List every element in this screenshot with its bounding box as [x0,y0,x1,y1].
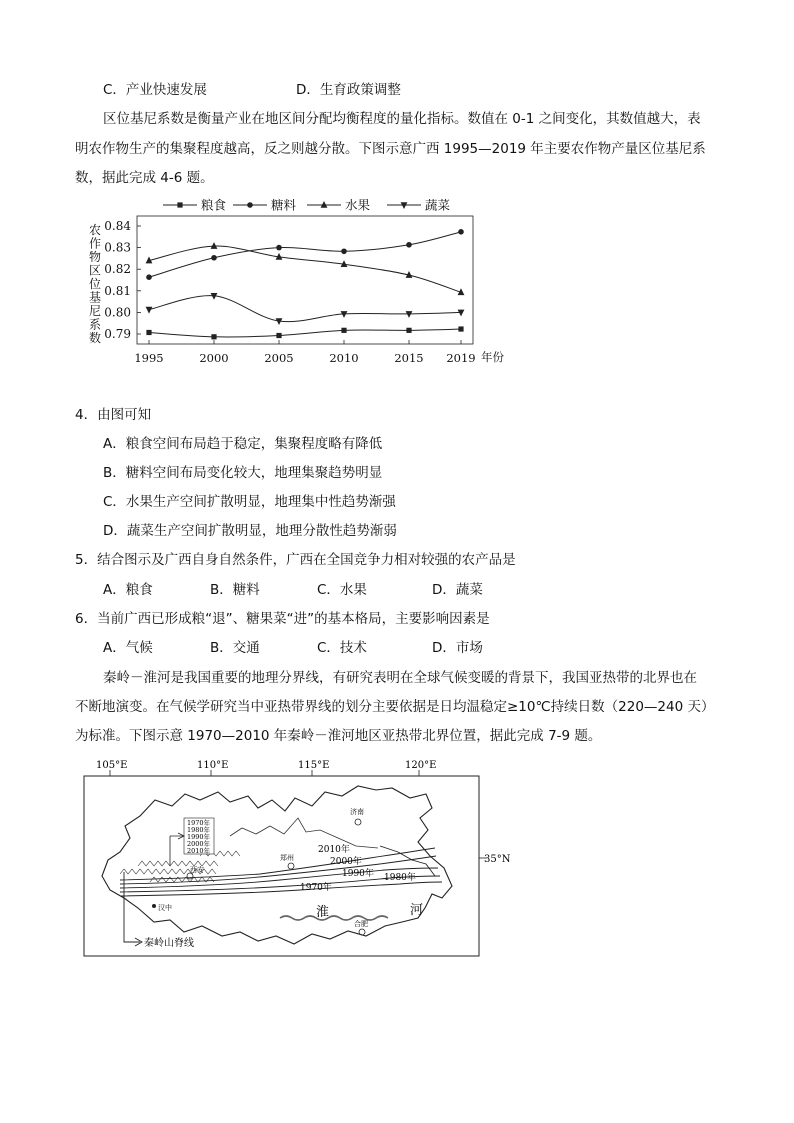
year-label-1980: 1980年 [384,873,416,883]
series-水果 [146,242,465,295]
lon-label-120: 120°E [405,760,437,771]
stack-label-2000: 2000年 [187,840,211,848]
series-line [149,232,461,277]
y-tick-label: 0.84 [104,219,131,233]
x-tick-label: 2019 [446,351,476,365]
x-tick-label: 2000 [199,351,229,365]
qinling-ridge-label: 秦岭山脊线 [144,938,194,949]
x-tick-label: 2010 [329,351,359,365]
intro1-line3: 数，据此完成 4-6 题。 [75,170,214,186]
q5-option-b[interactable]: B．糖料 [210,582,260,598]
point-marker [406,328,411,333]
series-粮食 [146,326,463,339]
y-axis-ticks [104,219,141,341]
lon-ticks [110,770,419,776]
y-tick-label: 0.79 [104,327,131,341]
point-marker [146,274,152,280]
q5-stem: 5．结合图示及广西自身自然条件，广西在全国竞争力相对较强的农产品是 [75,552,516,568]
point-marker [321,201,328,208]
year-label-1990: 1990年 [342,869,374,879]
point-marker [146,307,153,314]
legend-item [387,198,451,213]
chart-series [146,229,465,339]
series-line [149,246,461,292]
q5-option-a[interactable]: A．粮食 [103,582,153,598]
legend-label: 糖料 [271,197,297,213]
q5-option-c[interactable]: C．水果 [317,582,367,598]
legend-item [307,198,371,213]
series-蔬菜 [146,293,465,325]
year-label-1970: 1970年 [300,883,332,893]
stack-label-1980: 1980年 [187,826,211,834]
city-hanzhong: 汉中 [158,904,172,912]
y-axis-label: 农作物区位基尼系数 [89,223,102,345]
q5-option-d[interactable]: D．蔬菜 [432,582,483,598]
chart-legend [163,198,451,213]
q4-option-c[interactable]: C．水果生产空间扩散明显，地理集中性趋势渐强 [103,494,396,510]
city-hefei: 合肥 [354,920,368,928]
y-tick-label: 0.83 [104,240,131,255]
point-marker [177,202,182,207]
lon-label-105: 105°E [96,760,128,771]
point-marker [211,242,218,249]
q6-option-c[interactable]: C．技术 [317,640,367,656]
point-marker [276,245,282,251]
river-char-huai: 淮 [316,905,330,920]
stack-label-1970: 1970年 [187,819,211,827]
point-marker [401,202,408,209]
point-marker [341,248,347,254]
y-tick-label: 0.81 [104,283,131,298]
x-tick-label: 1995 [134,351,164,365]
point-marker [458,310,465,317]
q4-stem: 4．由图可知 [75,407,152,423]
legend-label: 粮食 [201,197,227,213]
lat-label-35n: 35°N [484,854,511,865]
intro2-line1: 秦岭－淮河是我国重要的地理分界线，有研究表明在全球气候变暖的背景下，我国亚热带的北界也在 [103,670,697,686]
point-marker [211,255,217,261]
q4-option-a[interactable]: A．粮食空间布局趋于稳定，集聚程度略有降低 [103,436,383,452]
intro2-line2: 不断地演变。在气候学研究当中亚热带界线的划分主要依据是日均温稳定≥10℃持续日数（220—240 天） [75,699,715,715]
huai-river [280,916,388,920]
y-tick-label: 0.80 [104,305,131,320]
city-xian: 西安 [190,866,204,874]
point-marker [146,330,151,335]
y-tick-label: 0.82 [104,262,131,277]
q6-stem: 6．当前广西已形成粮“退”、糖果菜“进”的基本格局，主要影响因素是 [75,611,490,627]
subtropical-boundary-map [80,756,520,961]
q4-option-d[interactable]: D．蔬菜生产空间扩散明显，地理分散性趋势渐弱 [103,523,397,539]
legend-label: 蔬菜 [425,197,451,213]
intro2-line3: 为标准。下图示意 1970—2010 年秦岭－淮河地区亚热带北界位置，据此完成 7-9 题。 [75,728,602,744]
option-d-prev: D．生育政策调整 [296,82,401,98]
legend-item [233,198,297,213]
gini-line-chart [75,196,515,368]
point-marker [276,333,281,338]
point-marker [247,202,253,208]
year-label-2010: 2010年 [318,845,350,855]
city-zhengzhou: 郑州 [280,854,294,862]
x-tick-label: 2005 [264,351,294,365]
q6-option-d[interactable]: D．市场 [432,640,483,656]
x-axis-label: 年份 [481,350,504,364]
legend-label: 水果 [345,197,371,213]
point-marker [406,242,412,248]
year-label-2000: 2000年 [330,857,362,867]
q6-option-a[interactable]: A．气候 [103,640,153,656]
stack-label-2010: 2010年 [187,847,211,855]
point-marker [211,334,216,339]
point-marker [458,229,464,235]
lon-label-110: 110°E [197,760,229,771]
city-jinan: 济南 [350,808,364,816]
series-line [149,329,461,337]
option-c-prev: C．产业快速发展 [103,82,207,98]
point-marker [458,326,463,331]
point-marker [406,311,413,318]
intro1-line2: 明农作物生产的集聚程度越高，反之则越分散。下图示意广西 1995—2019 年主要农作物产量区位基尼系 [75,141,706,157]
lon-label-115: 115°E [298,760,330,771]
point-marker [341,328,346,333]
series-line [149,296,461,322]
intro1-line1: 区位基尼系数是衡量产业在地区间分配均衡程度的量化指标。数值在 0-1 之间变化，其数值越大，表 [103,111,701,127]
q6-option-b[interactable]: B．交通 [210,640,260,656]
series-糖料 [146,229,464,280]
qinling-mountains [120,851,240,882]
x-tick-label: 2015 [394,351,424,365]
plot-frame [137,216,473,344]
stack-label-1990: 1990年 [187,833,211,841]
map-frame [84,776,479,956]
river-char-he: 河 [410,903,424,918]
legend-item [163,198,227,213]
q4-option-b[interactable]: B．糖料空间布局变化较大，地理集聚趋势明显 [103,465,383,481]
